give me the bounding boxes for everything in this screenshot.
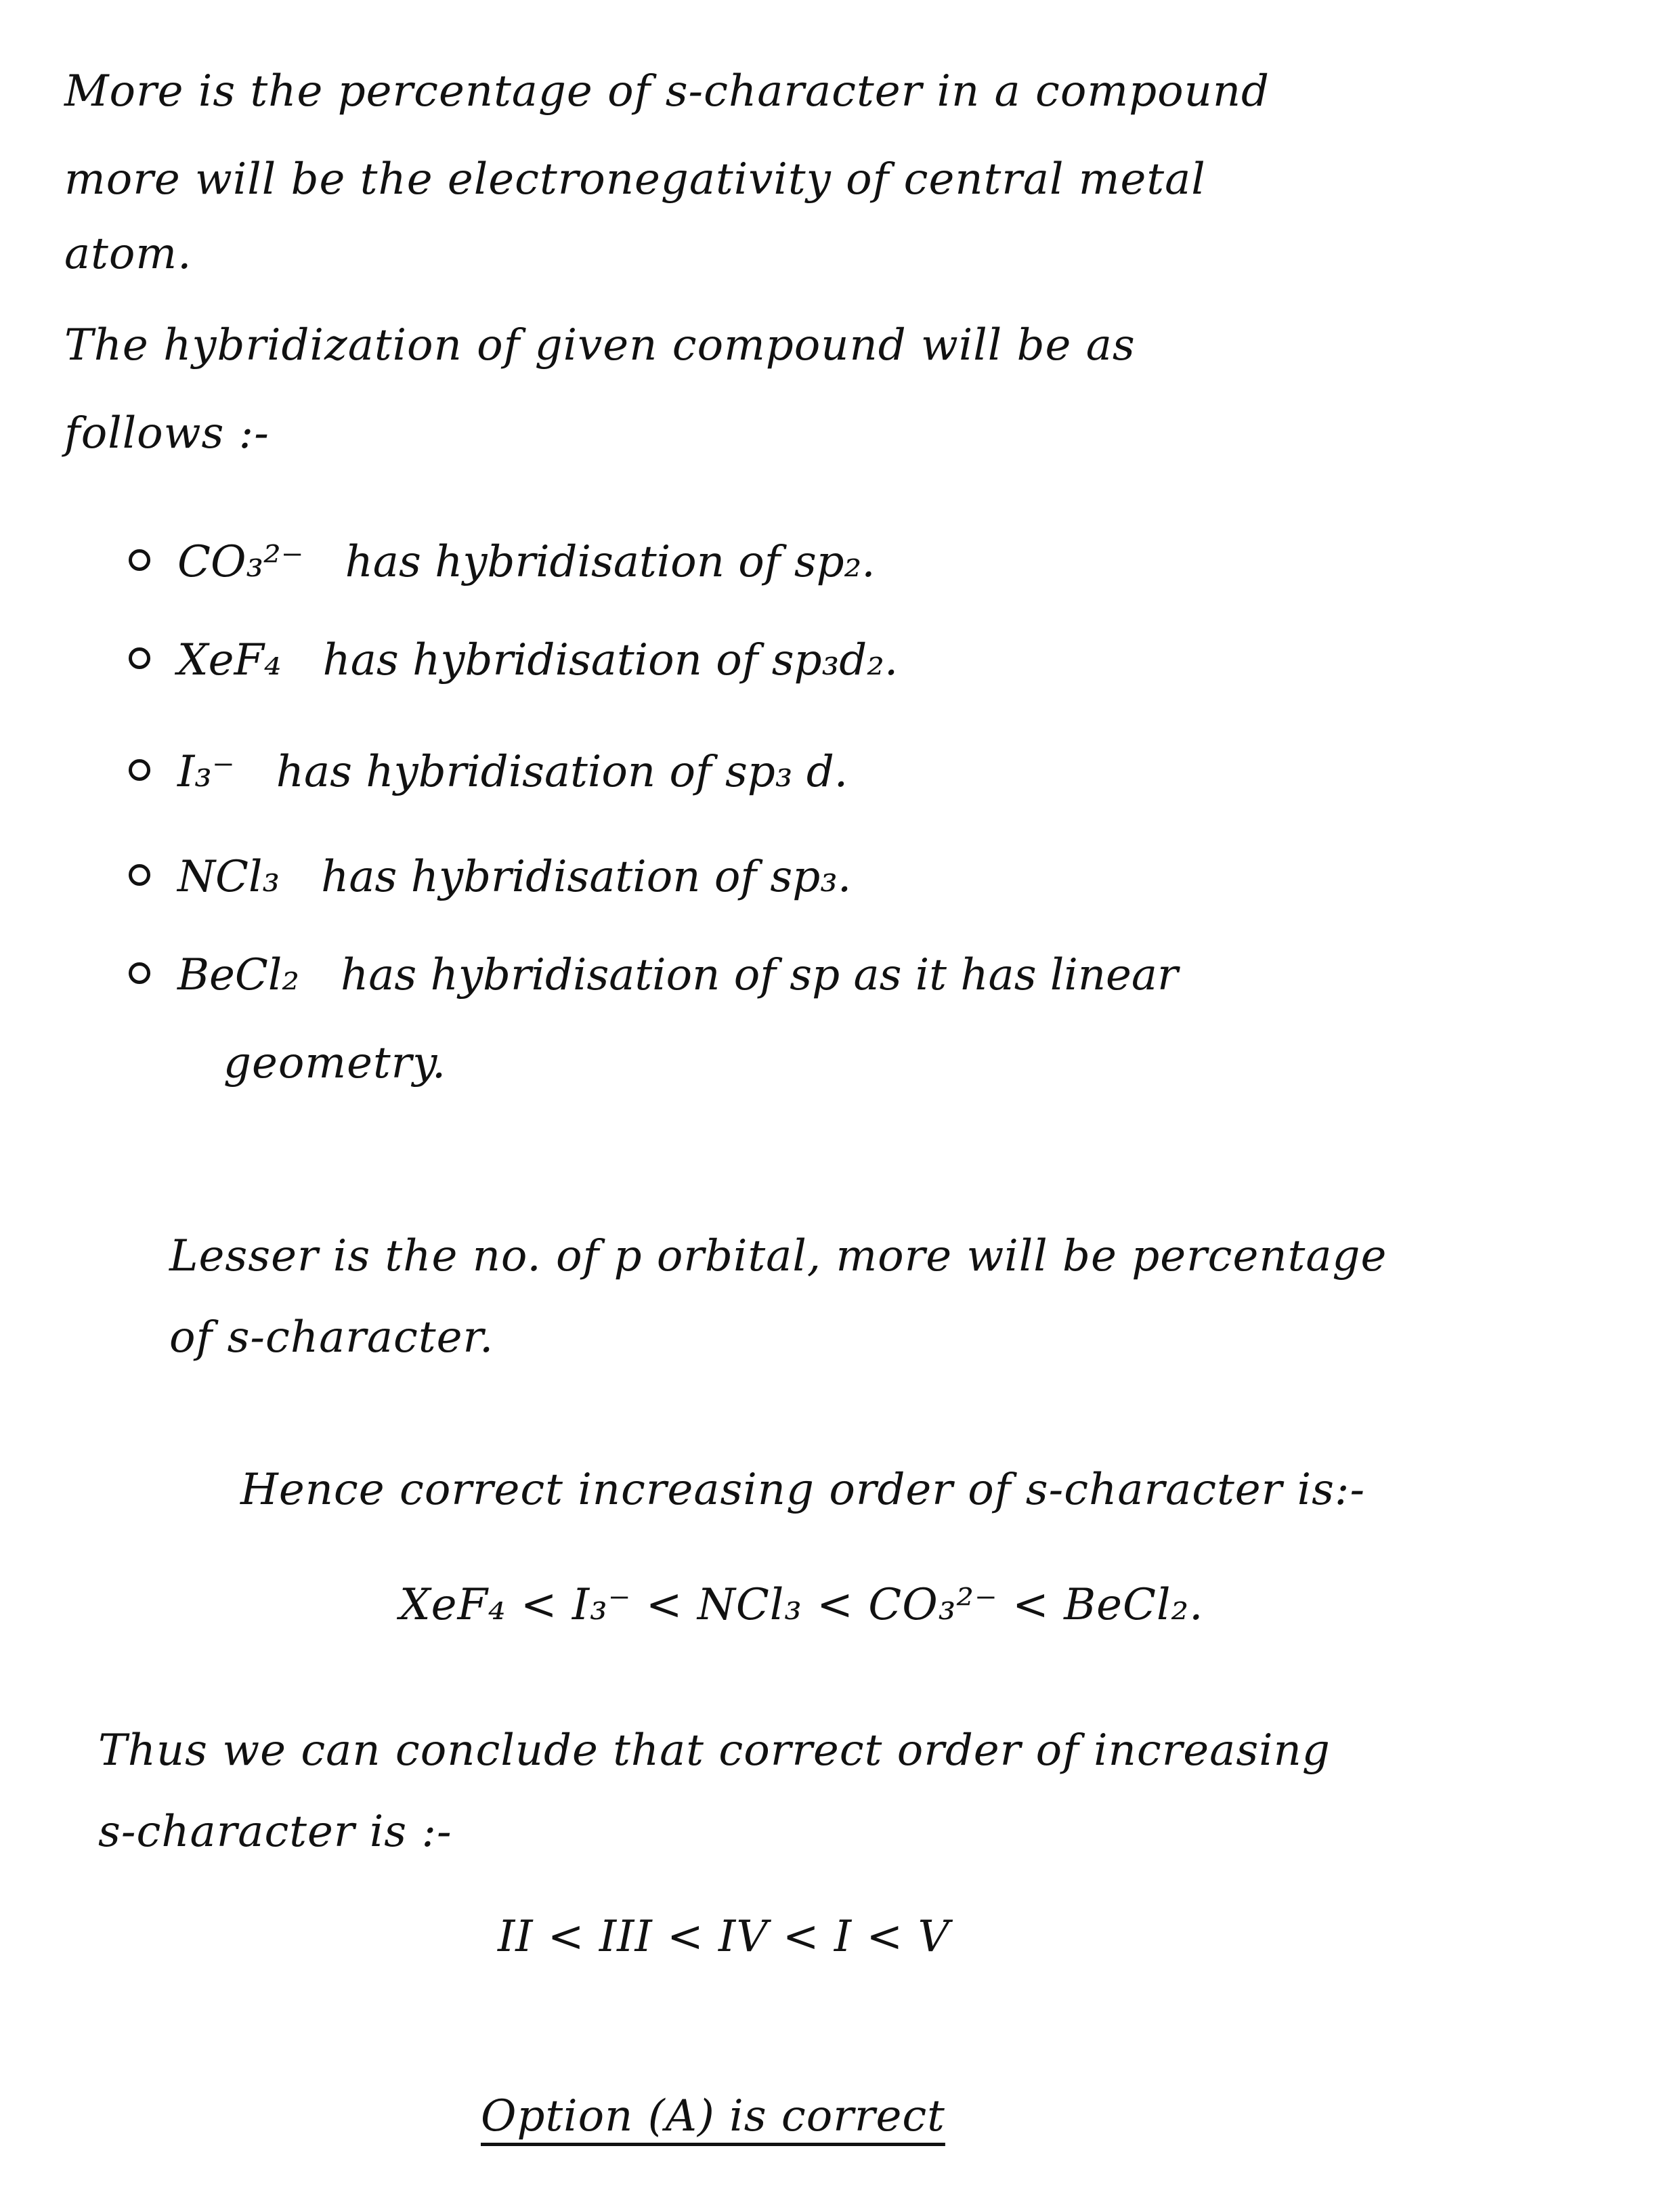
bullet-icon — [129, 549, 150, 571]
list-item — [129, 948, 1178, 1002]
bullet-icon — [129, 759, 150, 781]
lesser-line-2: of s-character. — [169, 1312, 494, 1363]
species-label: BeCl₂ — [177, 950, 299, 1000]
lesser-line-1: Lesser is the no. of p orbital, more will be percentage — [169, 1231, 1387, 1281]
hybrid-intro-line-2: follows :- — [64, 408, 270, 458]
bullet-icon — [129, 647, 150, 669]
species-label: I₃⁻ — [177, 747, 235, 797]
roman-order: II < III < IV < I < V — [498, 1912, 950, 1962]
bullet-icon — [129, 962, 150, 984]
list-item — [129, 535, 876, 589]
species-label: CO₃²⁻ — [177, 537, 304, 587]
order-formula: XeF₄ < I₃⁻ < NCl₃ < CO₃²⁻ < BeCl₂. — [400, 1580, 1204, 1630]
list-item-continuation: geometry. — [223, 1038, 447, 1088]
species-label: XeF₄ — [177, 635, 282, 685]
item-text: has hybridisation of sp as it has linear — [341, 950, 1178, 1000]
bullet-icon — [129, 864, 150, 886]
item-text: has hybridisation of sp₃d₂. — [322, 635, 899, 685]
hybrid-intro-line-1: The hybridization of given compound will be as — [64, 320, 1136, 370]
item-text: has hybridisation of sp₃. — [321, 852, 852, 902]
list-item — [129, 633, 898, 687]
intro-line-3: atom. — [64, 229, 192, 279]
conclude-line-2: s-character is :- — [98, 1807, 452, 1857]
hence-line: Hence correct increasing order of s-character is:- — [240, 1465, 1366, 1515]
list-item — [129, 745, 848, 799]
item-text: has hybridisation of sp₂. — [345, 537, 876, 587]
answer-statement: Option (A) is correct — [481, 2091, 945, 2141]
item-text: has hybridisation of sp₃ d. — [276, 747, 848, 797]
species-label: NCl₃ — [177, 852, 280, 902]
intro-line-1: More is the percentage of s-character in a compound — [64, 66, 1270, 116]
list-item — [129, 850, 851, 904]
intro-line-2: more will be the electronegativity of central metal — [64, 154, 1206, 205]
conclude-line-1: Thus we can conclude that correct order of increasing — [98, 1726, 1331, 1776]
